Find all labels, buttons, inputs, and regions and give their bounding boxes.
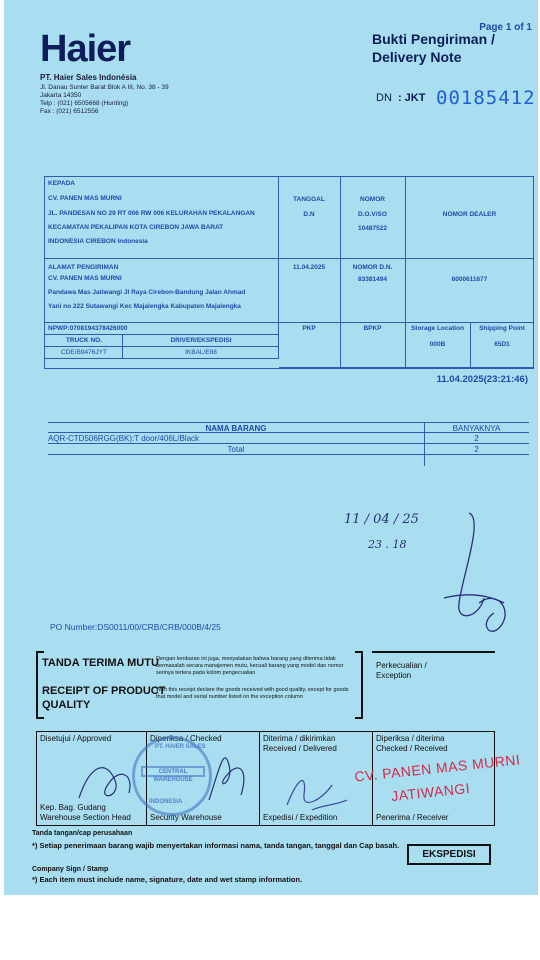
document-title <box>372 30 495 66</box>
approved-label: Disetujui / Approved <box>40 734 112 743</box>
page-number: Page 1 of 1 <box>479 22 532 33</box>
driver-value: IKBAL/E88 <box>185 349 217 356</box>
tanggal-label: TANGGAL <box>293 196 325 203</box>
tanggal-cell <box>279 177 341 259</box>
po-number: PO Number:DS0011/00/CRB/CRB/000B/4/25 <box>50 622 221 632</box>
total-qty: 2 <box>474 445 479 454</box>
receipt-box <box>36 651 495 719</box>
nomor-dn-label: NOMOR D.N. <box>352 264 393 271</box>
received-label-2: Received / Delivered <box>263 744 337 753</box>
dealer-value-cell <box>406 259 533 323</box>
npwp-cell <box>45 323 279 335</box>
dn-label-text: DN <box>376 92 392 104</box>
checked-received-label <box>376 734 448 754</box>
col-banyaknya: BANYAKNYA <box>452 424 501 433</box>
approved-signature-icon <box>74 748 144 808</box>
expedition-signature-icon <box>282 765 352 815</box>
footer-note-en: *) Each item must include name, signature, date and wet stamp information. <box>32 875 303 884</box>
dealer-cell <box>406 177 533 259</box>
item-name: AQR-CTD506RGG(BK):T door/406L/Black <box>48 434 200 443</box>
consignee-address1: JL. PANDESAN NO 29 RT 006 RW 006 KELURAHAN PEKALANGAN <box>48 210 255 217</box>
exception-box <box>372 651 495 719</box>
total-label: Total <box>227 445 245 454</box>
consignee-address3: INDONESIA CIREBON Indonesia <box>48 238 148 245</box>
shipping-point-cell <box>471 323 533 368</box>
storage-label: Storage Location <box>410 325 465 332</box>
truck-label: TRUCK NO. <box>65 337 103 344</box>
driver-label-cell <box>123 335 279 347</box>
storage-cell <box>406 323 471 368</box>
company-address-line2: Jakarta 14350 <box>40 92 82 99</box>
bpkp-label: BPKP <box>363 325 382 332</box>
footer-sign-label: Tanda tangan/cap perusahaan <box>32 830 133 837</box>
checked-label: Diperiksa / Checked <box>150 734 222 743</box>
delivery-note-sheet <box>4 0 538 895</box>
dealer-value: 6000611677 <box>451 276 488 283</box>
items-divider <box>424 422 425 466</box>
document-title-line1: Bukti Pengiriman / <box>372 31 495 47</box>
dn-number: 00185412 <box>436 87 536 109</box>
approved-by-1: Kep. Bag. Gudang <box>40 803 106 812</box>
nomor-dn-cell <box>341 259 406 323</box>
nomor-value: 10487522 <box>358 225 387 232</box>
info-grid <box>44 176 534 369</box>
nomor-dn-value: 83381494 <box>358 276 387 283</box>
bpkp-cell <box>341 323 406 368</box>
truck-label-cell <box>45 335 123 347</box>
footer-stamp-label: Company Sign / Stamp <box>32 866 109 873</box>
consignee-name: CV. PANEN MAS MURNI <box>48 195 122 202</box>
driver-value-cell <box>123 347 279 359</box>
warehouse-stamp-bottom: INDONESIA <box>149 799 183 805</box>
dealer-label: NOMOR DEALER <box>442 211 497 218</box>
items-header <box>48 422 529 433</box>
shipping-point-value: 65D1 <box>494 341 510 348</box>
received-by: Expedisi / Expedition <box>263 813 338 822</box>
checked-received-1: Diperiksa / diterima <box>376 734 445 743</box>
warehouse-stamp-top: PT. HAIER SALES <box>155 744 206 750</box>
exception-label-2: Exception <box>376 671 412 680</box>
receiver-label: Penerima / Receiver <box>376 813 449 822</box>
company-telp: Telp : (021) 6505668 (Hunting) <box>40 100 129 107</box>
driver-label: DRIVER/EKSPEDISI <box>170 337 232 344</box>
document-title-line2: Delivery Note <box>372 49 462 65</box>
checked-by: Security Warehouse <box>150 813 222 822</box>
receipt-title-id: TANDA TERIMA MUTU <box>42 657 159 669</box>
alamat-label: ALAMAT PENGIRIMAN <box>48 264 119 271</box>
company-address-line1: Jl. Danau Sunter Barat Blok A III, No. 38 - 39 <box>40 84 169 91</box>
shipping-date: 11.04.2025 <box>292 264 326 271</box>
haier-logo: Haier <box>40 28 131 70</box>
dn-prefix: : JKT <box>397 92 426 104</box>
shipping-address1: Pandawa Mas Jatiwangi Jl Raya Cirebon-Bandung Jalan Ahmad <box>48 289 246 296</box>
nomor-cell <box>341 177 406 259</box>
truck-value: CDE/B9476JYT <box>61 349 107 356</box>
consignee-address2: KECAMATAN PEKALIPAN KOTA CIREBON JAWA BARAT <box>48 224 224 231</box>
dn-label <box>376 92 425 104</box>
tanggal-sub: D.N <box>303 211 315 218</box>
pkp-label: PKP <box>302 325 316 332</box>
handwritten-date: 11 / 04 / 25 <box>344 512 419 527</box>
receipt-title-en-1: RECEIPT OF PRODUCT <box>42 685 166 697</box>
storage-value: 000B <box>429 341 446 348</box>
shipping-cell <box>45 259 279 323</box>
handwritten-signature-icon <box>424 508 524 648</box>
ekspedisi-box: EKSPEDISI <box>407 844 491 865</box>
receiver-stamp-line2: JATIWANGI <box>390 779 471 805</box>
date-cell <box>279 259 341 323</box>
checked-signature-icon <box>199 740 259 810</box>
receipt-text-id: Dengan lembaran ini juga, menyatakan bahwa barang yang diterima tidak bermasalah secara manajemen mutu, kecuali barang yang model dan nomor serinya tertera pada kolom pengecualian <box>156 656 344 676</box>
item-row <box>48 433 529 444</box>
receipt-text-en: With this receipt declare the goods received with good quality, except for goods that model and serial number listed on the exception column <box>156 687 349 700</box>
received-label <box>263 734 337 754</box>
nomor-sub: D.O.V/SO <box>358 211 387 218</box>
truck-value-cell <box>45 347 123 359</box>
shipping-name: CV. PANEN MAS MURNI <box>48 275 122 282</box>
receiver-stamp-line1: CV. PANEN MAS MURNI <box>353 751 522 785</box>
received-label-1: Diterima / dikirimkan <box>263 734 336 743</box>
exception-label-1: Perkecualian / <box>376 661 427 670</box>
checked-received-2: Checked / Received <box>376 744 448 753</box>
footer-note-id: *) Setiap penerimaan barang wajib menyertakan informasi nama, tanda tangan, tanggal dan Cap basah. <box>32 841 400 850</box>
col-nama-barang: NAMA BARANG <box>205 424 267 433</box>
kepada-label: KEPADA <box>48 180 75 187</box>
item-total-row <box>48 444 529 455</box>
handwritten-time: 23 . 18 <box>368 538 407 551</box>
shipping-point-label: Shipping Point <box>479 325 525 332</box>
npwp: NPWP:0708194378426000 <box>48 325 128 332</box>
item-qty: 2 <box>474 434 479 443</box>
approved-by-2: Warehouse Section Head <box>40 813 131 822</box>
shipping-address2: Yani no 222 Sutawangi Kec Majalengka Kabupaten Majalengka <box>48 303 241 310</box>
company-fax: Fax : (021) 6512556 <box>40 108 99 115</box>
print-timestamp: 11.04.2025(23:21:46) <box>436 374 528 385</box>
consignee-cell <box>45 177 279 259</box>
nomor-label: NOMOR <box>360 196 385 203</box>
warehouse-stamp-band: CENTRAL WAREHOUSE <box>141 766 205 777</box>
pkp-cell <box>279 323 341 368</box>
company-name: PT. Haier Sales Indonésia <box>40 73 137 82</box>
receipt-title-en-2: QUALITY <box>42 699 91 711</box>
